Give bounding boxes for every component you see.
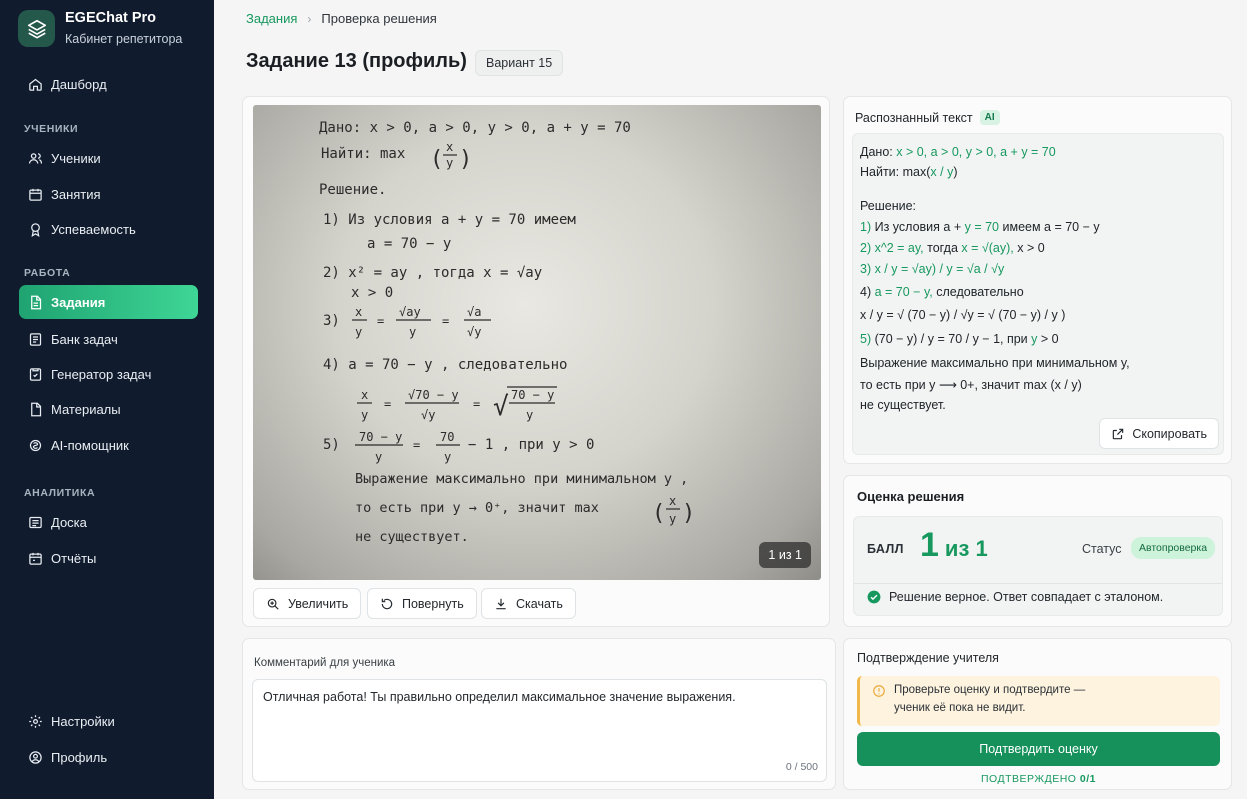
sidebar-item-progress[interactable] — [19, 212, 198, 246]
svg-text:70 − y: 70 − y — [359, 430, 403, 444]
variant-badge: Вариант 15 — [475, 50, 563, 76]
hw-conclusion-1: Выражение максимально при минимальном y , — [355, 471, 689, 487]
svg-text:(: ( — [430, 147, 444, 172]
ocr-find-label: Найти: max( — [860, 165, 931, 179]
svg-text:x: x — [669, 494, 677, 508]
rotate-icon — [380, 597, 394, 611]
breadcrumb-current: Проверка решения — [321, 11, 437, 26]
confirmed-label: ПОДТВЕРЖДЕНО — [981, 773, 1077, 785]
svg-text:y: y — [375, 450, 383, 464]
svg-text:=: = — [377, 314, 385, 328]
sidebar-item-label: Материалы — [51, 401, 121, 417]
users-icon — [26, 149, 44, 167]
svg-text:(: ( — [652, 501, 666, 526]
result-text: Решение верное. Ответ совпадает с эталоном. — [889, 590, 1164, 604]
svg-text:70 − y: 70 − y — [511, 388, 555, 402]
score-points: 1 — [920, 526, 939, 564]
hw-step3 — [323, 305, 491, 339]
sidebar-item-tasks[interactable] — [19, 285, 198, 319]
user-circle-icon — [26, 748, 44, 766]
hw-conclusion-2: то есть при y → 0⁺, значит max — [355, 500, 599, 516]
brand[interactable] — [18, 9, 182, 48]
sidebar-item-ai-assistant[interactable] — [19, 428, 198, 462]
sidebar-item-label: Ученики — [51, 150, 101, 166]
sidebar-item-students[interactable] — [19, 141, 198, 175]
svg-text:y: y — [526, 408, 534, 422]
folder-icon — [26, 400, 44, 418]
page-indicator: 1 из 1 — [759, 542, 811, 568]
solution-photo — [253, 105, 821, 580]
brand-subtitle: Кабинет репетитора — [65, 32, 183, 46]
breadcrumb — [246, 11, 437, 26]
svg-text:3): 3) — [323, 313, 340, 329]
sidebar — [0, 0, 214, 799]
score-body — [853, 516, 1223, 616]
svg-text:√70 − y: √70 − y — [408, 388, 459, 402]
svg-text:x: x — [355, 305, 363, 319]
score-value — [920, 526, 988, 565]
ocr-green: y — [1031, 332, 1038, 346]
sidebar-item-label: Генератор задач — [51, 366, 152, 382]
rotate-label: Повернуть — [402, 596, 464, 611]
svg-text:√ay: √ay — [399, 305, 421, 319]
ocr-line-8: то есть при y ⟶ 0+, значит max (x / y) — [860, 378, 1082, 392]
sidebar-item-label: Успеваемость — [51, 221, 136, 237]
sidebar-item-profile[interactable] — [19, 740, 198, 774]
document-icon — [26, 293, 44, 311]
solution-image-card — [242, 96, 830, 627]
status-badge: Автопроверка — [1131, 537, 1215, 559]
ocr-line-6 — [860, 332, 1059, 346]
comment-counter: 0 / 500 — [785, 761, 818, 773]
ocr-solution-header: Решение: — [860, 199, 917, 213]
sidebar-item-lessons[interactable] — [19, 177, 198, 211]
page-title: Задание 13 (профиль) — [246, 50, 467, 72]
sidebar-item-label: Дашборд — [51, 76, 107, 92]
hw-conclusion-fraction — [652, 494, 695, 526]
copy-button[interactable] — [1099, 418, 1219, 449]
comment-text: Отличная работа! Ты правильно определил максимальное значение выражения. — [263, 690, 736, 704]
comment-card — [242, 638, 836, 790]
ocr-text: следовательно — [932, 285, 1024, 299]
svg-text:y: y — [446, 156, 454, 170]
comment-label: Комментарий для ученика — [254, 657, 396, 669]
hw-step2: 2) x² = ay , тогда x = √ay — [323, 265, 543, 281]
ocr-num: 1) — [860, 220, 872, 234]
hw-solution-header: Решение. — [319, 182, 387, 198]
svg-text:x: x — [361, 388, 369, 402]
svg-text:5): 5) — [323, 437, 340, 453]
svg-text:70: 70 — [440, 430, 455, 444]
teacher-confirmation-card — [843, 638, 1232, 790]
ocr-text: Из условия a + — [874, 220, 965, 234]
ocr-line-4 — [860, 285, 1024, 299]
ocr-line-3: 3) x / y = √ay) / y = √a / √y — [860, 262, 1005, 276]
recognized-text-body — [852, 133, 1224, 455]
ai-badge: AI — [980, 110, 1000, 125]
hw-find: Найти: max — [321, 146, 406, 162]
award-icon — [26, 220, 44, 238]
sidebar-item-settings[interactable] — [19, 704, 198, 738]
warning-line-1: Проверьте оценку и подтвердите — — [894, 684, 1086, 696]
ocr-find-value: x / y — [930, 165, 954, 179]
home-icon — [26, 75, 44, 93]
sidebar-item-dashboard[interactable] — [19, 67, 198, 101]
calendar-icon — [26, 185, 44, 203]
copy-label: Скопировать — [1132, 426, 1207, 441]
warning-notice — [857, 676, 1220, 726]
info-icon — [872, 684, 886, 701]
ai-brain-icon — [26, 436, 44, 454]
hw-step2b: x > 0 — [351, 285, 394, 301]
sidebar-item-label: Задания — [51, 294, 106, 310]
hw-step4-fraction — [357, 387, 557, 422]
score-card — [843, 475, 1232, 627]
score-max: из 1 — [944, 536, 988, 561]
hw-step1b: a = 70 − y — [367, 236, 452, 252]
sidebar-item-reports[interactable] — [19, 541, 198, 575]
hw-step5-tail: − 1 , при y > 0 — [468, 437, 595, 453]
zoom-label: Увеличить — [288, 596, 349, 611]
comment-textarea[interactable] — [252, 679, 827, 782]
svg-text:y: y — [409, 325, 417, 339]
hw-conclusion-3: не существует. — [355, 529, 469, 545]
sparkle-icon — [26, 365, 44, 383]
svg-text:y: y — [669, 512, 677, 526]
svg-text:): ) — [682, 501, 696, 526]
score-label: БАЛЛ — [867, 542, 904, 556]
warning-line-2: ученик её пока не видит. — [894, 702, 1026, 714]
svg-text:y: y — [361, 408, 369, 422]
svg-text:y: y — [355, 325, 363, 339]
copy-icon — [1111, 427, 1125, 441]
svg-text:y: y — [444, 450, 452, 464]
ocr-line-7: Выражение максимально при минимальном y, — [860, 356, 1130, 370]
breadcrumb-parent-link[interactable]: Задания — [246, 11, 298, 26]
confirmation-title: Подтверждение учителя — [857, 651, 999, 665]
svg-text:√y: √y — [467, 325, 482, 339]
hw-step4: 4) a = 70 − y , следовательно — [323, 357, 568, 373]
ocr-green: a = 70 − y, — [874, 285, 933, 299]
ocr-text: (70 − y) / y = 70 / y − 1, при — [874, 332, 1032, 346]
svg-text:√a: √a — [467, 305, 482, 319]
ocr-text: x > 0 — [1013, 241, 1045, 255]
hw-step1: 1) Из условия a + y = 70 имеем — [323, 212, 576, 228]
hw-find-fraction — [430, 140, 472, 172]
gear-icon — [26, 712, 44, 730]
ocr-green: y = 70 — [964, 220, 1000, 234]
svg-text:√: √ — [493, 392, 509, 422]
score-title: Оценка решения — [857, 489, 965, 504]
ocr-num: 5) — [860, 332, 872, 346]
divider — [854, 583, 1222, 584]
confirmed-value: 0/1 — [1079, 773, 1096, 785]
sidebar-item-label: Занятия — [51, 186, 101, 202]
sidebar-item-label: AI-помощник — [51, 437, 129, 453]
hw-step5 — [323, 430, 460, 464]
confirmed-counter — [844, 773, 1233, 785]
board-icon — [26, 513, 44, 531]
zoom-icon — [266, 597, 280, 611]
sidebar-item-task-bank[interactable] — [19, 322, 198, 356]
sidebar-item-label: Отчёты — [51, 550, 97, 566]
hw-given: Дано: x > 0, a > 0, y > 0, a + y = 70 — [319, 120, 631, 136]
download-label: Скачать — [516, 596, 563, 611]
ocr-find-suffix: ) — [953, 165, 958, 179]
section-students: УЧЕНИКИ — [24, 123, 79, 135]
ocr-line-find — [860, 165, 958, 179]
download-button[interactable] — [481, 588, 576, 619]
ocr-green: x = √(ay), — [961, 241, 1014, 255]
ocr-given-label: Дано: — [860, 145, 893, 159]
svg-text:=: = — [442, 314, 450, 328]
ocr-line-9: не существует. — [860, 398, 946, 412]
ocr-line-5: x / y = √ (70 − y) / √y = √ (70 − y) / y ) — [860, 308, 1066, 322]
ocr-text: > 0 — [1037, 332, 1059, 346]
svg-text:=: = — [413, 438, 421, 452]
sidebar-item-board[interactable] — [19, 505, 198, 539]
brand-title: EGEChat Pro — [65, 10, 157, 26]
rotate-button[interactable] — [367, 588, 477, 619]
report-icon — [26, 549, 44, 567]
sidebar-item-materials[interactable] — [19, 392, 198, 426]
section-work: РАБОТА — [24, 267, 71, 279]
breadcrumb-separator: › — [307, 11, 312, 26]
ocr-line-2 — [860, 241, 1045, 255]
ocr-text: имеем a = 70 − y — [999, 220, 1100, 234]
ocr-num: 4) — [860, 285, 872, 299]
status-label: Статус — [1082, 542, 1122, 556]
confirm-score-button[interactable]: Подтвердить оценку — [857, 732, 1220, 766]
ocr-green: 2) x^2 = ay, — [860, 241, 924, 255]
ocr-line-1 — [860, 220, 1100, 234]
recognized-title: Распознанный текст — [855, 110, 973, 125]
ocr-text: тогда — [923, 241, 962, 255]
sidebar-item-label: Доска — [51, 514, 87, 530]
download-icon — [494, 597, 508, 611]
svg-text:=: = — [384, 397, 392, 411]
svg-text:x: x — [446, 140, 454, 154]
svg-text:√y: √y — [421, 408, 436, 422]
sidebar-item-label: Настройки — [51, 713, 115, 729]
zoom-button[interactable] — [253, 588, 361, 619]
section-analytics: АНАЛИТИКА — [24, 487, 96, 499]
book-icon — [26, 330, 44, 348]
svg-text:): ) — [459, 147, 473, 172]
sidebar-item-label: Банк задач — [51, 331, 118, 347]
recognized-text-card — [843, 96, 1232, 464]
ocr-line-given — [860, 145, 1056, 159]
svg-text:=: = — [473, 397, 481, 411]
check-circle-icon — [867, 590, 881, 604]
sidebar-item-label: Профиль — [51, 749, 108, 765]
ocr-given-values: x > 0, a > 0, y > 0, a + y = 70 — [896, 145, 1056, 159]
sidebar-item-task-generator[interactable] — [19, 357, 198, 391]
layers-logo-icon — [18, 10, 55, 47]
result-message — [867, 590, 1163, 604]
